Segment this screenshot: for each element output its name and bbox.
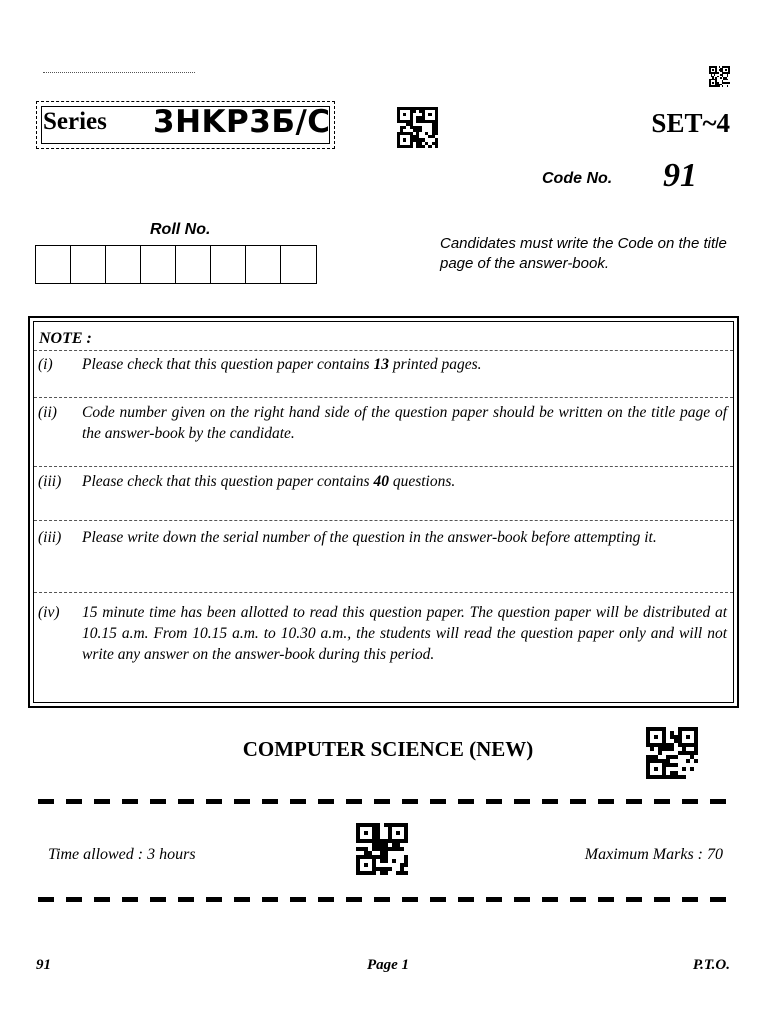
footer-page: Page 1 xyxy=(366,957,410,973)
note-inner-border xyxy=(33,321,734,703)
note-item-number: (iii) xyxy=(38,529,62,546)
candidates-instruction: Candidates must write the Code on the title page of the answer-book. xyxy=(440,235,727,272)
note-item-number: (ii) xyxy=(38,404,57,421)
note-item-number: (iii) xyxy=(38,473,62,490)
subject-title: COMPUTER SCIENCE (NEW) xyxy=(242,737,534,761)
note-item-text: Please write down the serial number of the question in the answer-book before attempting it. xyxy=(82,529,657,546)
maximum-marks: Maximum Marks : 70 xyxy=(584,846,723,863)
note-item-text: Please check that this question paper contains 13 printed pages. xyxy=(82,356,482,373)
note-item-text: Code number given on the right hand side of the question paper should be written on the title page of the answer-book by the candidate. xyxy=(82,404,727,442)
series-box xyxy=(36,101,335,149)
qr-code-icon xyxy=(356,823,408,875)
roll-no-box[interactable] xyxy=(246,246,281,283)
roll-no-box[interactable] xyxy=(106,246,141,283)
note-item-number: (iv) xyxy=(38,604,60,621)
top-dotted-line xyxy=(43,72,195,73)
qr-code-icon xyxy=(397,107,438,148)
note-title: NOTE : xyxy=(39,330,92,347)
note-divider xyxy=(34,592,733,593)
note-item xyxy=(38,471,727,492)
roll-no-box[interactable] xyxy=(141,246,176,283)
roll-no-box[interactable] xyxy=(71,246,106,283)
roll-no-box[interactable] xyxy=(36,246,71,283)
roll-no-boxes[interactable] xyxy=(35,245,317,284)
dashed-separator xyxy=(38,897,738,902)
footer-pto: P.T.O. xyxy=(692,957,730,973)
note-item xyxy=(38,527,727,548)
roll-no-label: Roll No. xyxy=(150,221,211,238)
code-no-value: 91 xyxy=(663,157,697,194)
roll-no-box[interactable] xyxy=(176,246,211,283)
note-divider xyxy=(34,520,733,521)
roll-no-box[interactable] xyxy=(281,246,316,283)
code-no-label: Code No. xyxy=(542,170,613,187)
footer-code: 91 xyxy=(36,957,51,973)
dashed-separator xyxy=(38,799,738,804)
note-item-text: Please check that this question paper contains 40 questions. xyxy=(82,473,456,490)
note-item-number: (i) xyxy=(38,356,53,373)
note-item xyxy=(38,602,727,665)
note-divider xyxy=(34,397,733,398)
note-item-text: 15 minute time has been allotted to read this question paper. The question paper will be distributed at 10.15 a.m. From 10.15 a.m. to 10.30 a.m., the students will read the question paper only and will not write any answer on the answer-book during this period. xyxy=(82,604,727,663)
set-number: SET~4 xyxy=(651,108,730,138)
note-item xyxy=(38,402,727,444)
series-label: Series xyxy=(43,108,107,135)
note-item xyxy=(38,354,727,375)
qr-code-icon xyxy=(709,66,730,87)
roll-no-box[interactable] xyxy=(211,246,246,283)
series-code: 3HKP3Б/C xyxy=(153,104,331,140)
note-divider xyxy=(34,466,733,467)
note-box xyxy=(28,316,739,708)
note-divider xyxy=(34,350,733,351)
time-allowed: Time allowed : 3 hours xyxy=(48,846,196,863)
